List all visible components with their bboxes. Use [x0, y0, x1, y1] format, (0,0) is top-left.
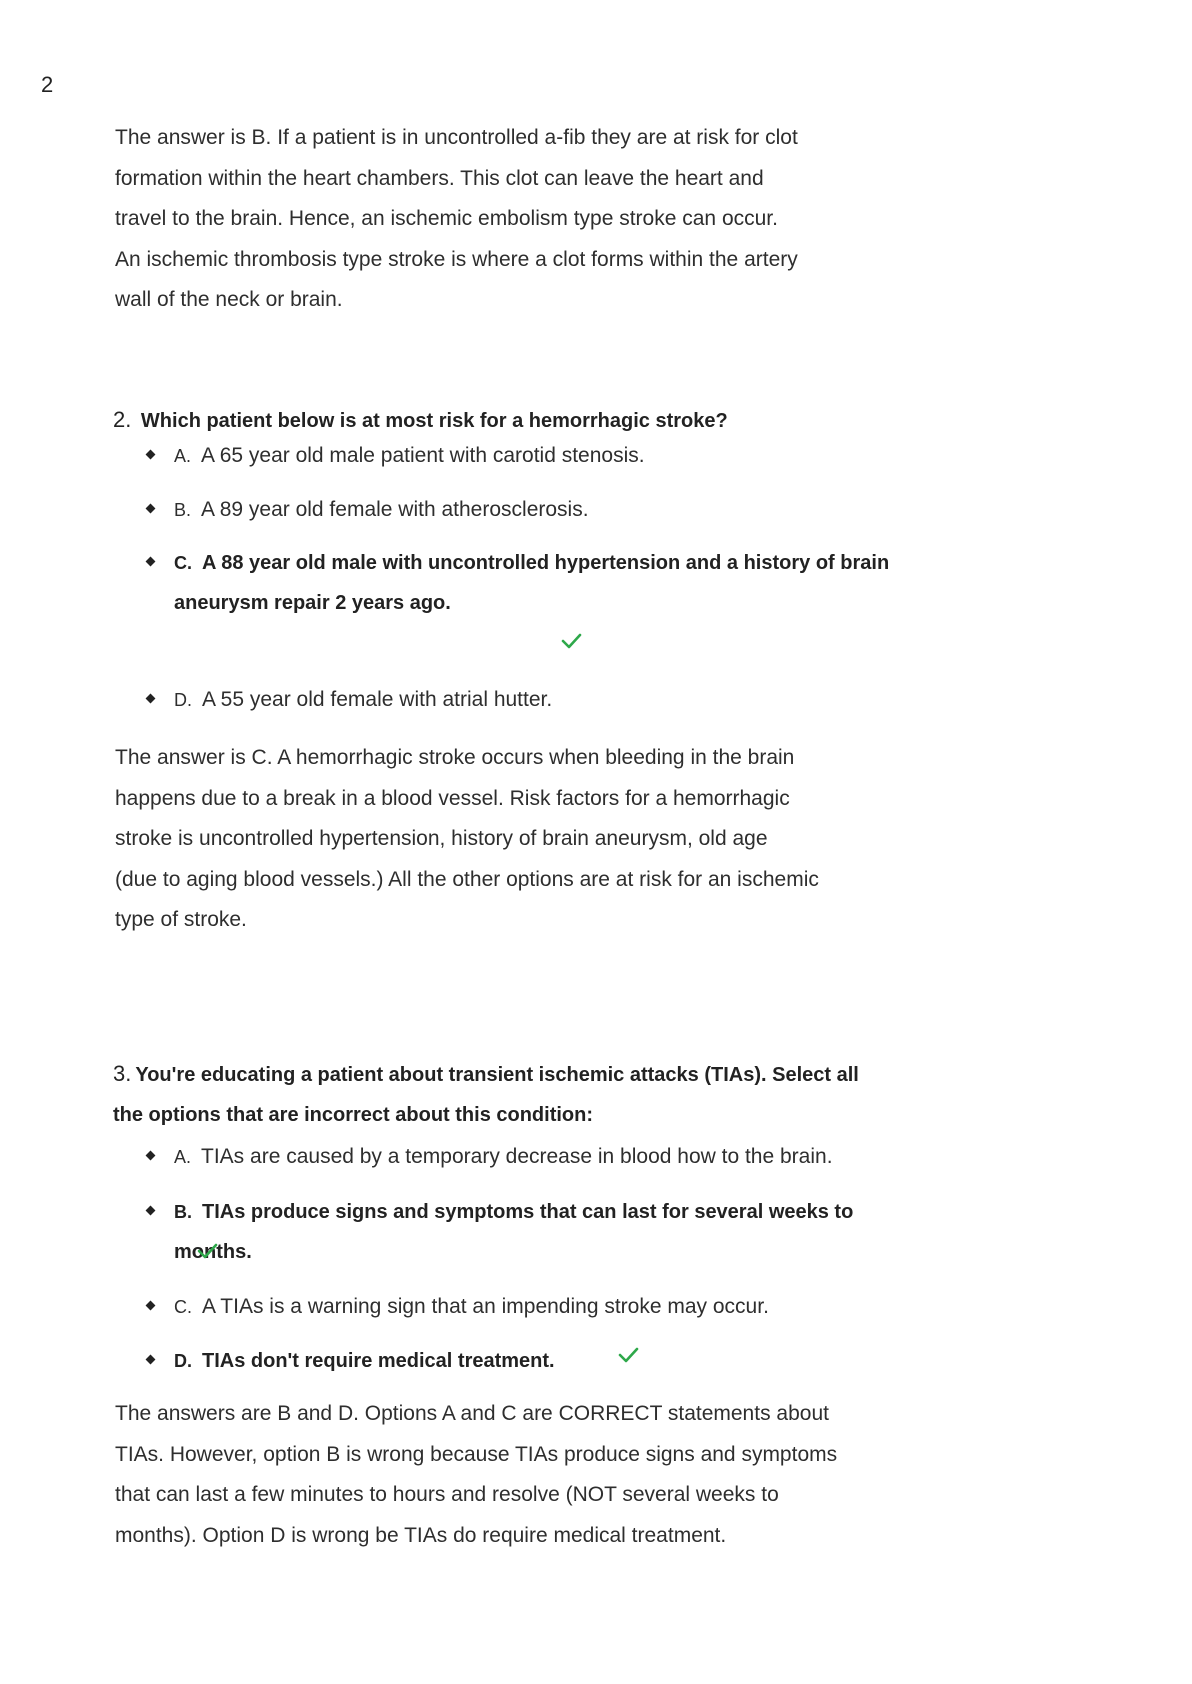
option-text: A 65 year old male patient with carotid stenosis. — [201, 444, 645, 467]
option-letter: B. — [174, 1202, 192, 1222]
answer-1-line: wall of the neck or brain. — [115, 288, 343, 311]
option-letter: A. — [174, 446, 192, 466]
checkmark-icon — [196, 1240, 218, 1262]
checkmark-icon — [560, 630, 582, 652]
page-number: 2 — [41, 72, 54, 97]
option-text: A TIAs is a warning sign that an impending stroke may occur. — [202, 1295, 769, 1318]
checkmark-icon — [617, 1344, 639, 1366]
answer-1-explanation — [115, 118, 875, 321]
option-text: A 89 year old female with atherosclerosis. — [201, 498, 589, 521]
answer-3-line: TIAs. However, option B is wrong because TIAs produce signs and symptoms — [115, 1442, 838, 1466]
question-3-text-line-2: the options that are incorrect about this condition: — [113, 1104, 594, 1126]
question-2-option-b — [147, 490, 907, 530]
question-3-option-b — [147, 1192, 907, 1272]
answer-3-line: The answers are B and D. Options A and C are CORRECT statements about — [115, 1402, 829, 1425]
answer-2-explanation — [115, 738, 875, 941]
answer-1-line: An ischemic thrombosis type stroke is where a clot forms within the artery — [115, 247, 798, 271]
question-2-number: 2. — [113, 407, 132, 432]
option-letter: D. — [174, 1351, 192, 1371]
answer-1-line: formation within the heart chambers. This clot can leave the heart and — [115, 166, 764, 190]
option-text: aneurysm repair 2 years ago. — [174, 592, 451, 614]
answer-3-line: months). Option D is wrong be TIAs do require medical treatment. — [115, 1523, 727, 1547]
question-3-option-a — [147, 1137, 907, 1177]
answer-1-line: travel to the brain. Hence, an ischemic embolism type stroke can occur. — [115, 207, 778, 230]
option-letter: A. — [174, 1147, 192, 1167]
option-letter: B. — [174, 500, 192, 520]
question-2 — [113, 400, 893, 441]
question-3-option-d — [147, 1341, 907, 1381]
option-text: TIAs produce signs and symptoms that can last for several weeks to months. — [174, 1201, 854, 1263]
option-letter: C. — [174, 553, 192, 573]
option-letter: C. — [174, 1297, 192, 1317]
question-3 — [113, 1054, 893, 1135]
answer-2-line: (due to aging blood vessels.) All the other options are at risk for an ischemic — [115, 867, 819, 891]
answer-3-explanation — [115, 1394, 875, 1556]
question-2-option-d — [147, 680, 907, 720]
option-text: TIAs don't require medical treatment. — [202, 1350, 555, 1372]
answer-2-line: type of stroke. — [115, 908, 247, 931]
answer-1-line: The answer is B. If a patient is in uncontrolled a-fib they are at risk for clot — [115, 126, 798, 149]
question-3-text-line-1: You're educating a patient about transient ischemic attacks (TIAs). Select all — [135, 1064, 859, 1086]
option-text: TIAs are caused by a temporary decrease in blood how to the brain. — [201, 1145, 833, 1168]
answer-2-line: happens due to a break in a blood vessel. Risk factors for a hemorrhagic — [115, 786, 790, 810]
option-letter: D. — [174, 690, 192, 710]
answer-3-line: that can last a few minutes to hours and resolve (NOT several weeks to — [115, 1483, 779, 1506]
question-2-option-a — [147, 436, 907, 476]
option-text: A 55 year old female with atrial hutter. — [202, 688, 553, 711]
answer-2-line: The answer is C. A hemorrhagic stroke occurs when bleeding in the brain — [115, 746, 795, 769]
option-text: A 88 year old male with uncontrolled hypertension and a history of brain — [202, 552, 890, 574]
question-2-text: Which patient below is at most risk for a hemorrhagic stroke? — [140, 410, 728, 432]
question-3-number: 3. — [113, 1061, 132, 1086]
question-3-option-c — [147, 1287, 907, 1327]
answer-2-line: stroke is uncontrolled hypertension, history of brain aneurysm, old age — [115, 827, 768, 850]
question-2-option-c — [147, 543, 907, 623]
